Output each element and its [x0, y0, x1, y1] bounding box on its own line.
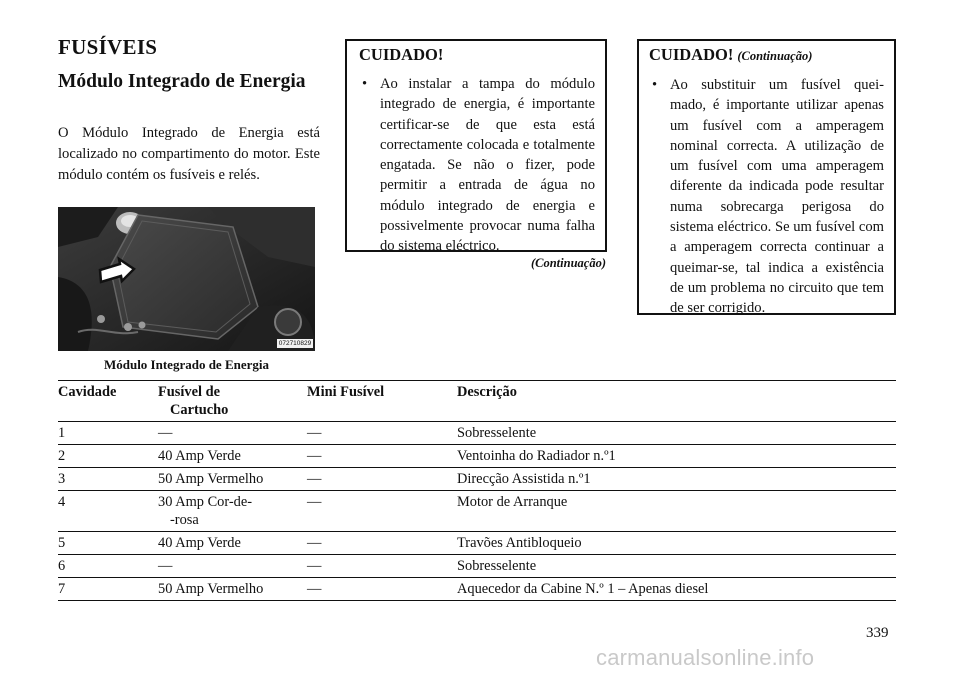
table-row	[58, 578, 896, 601]
cell-cartucho: 40 Amp Verde	[158, 532, 307, 555]
bullet-icon: •	[652, 77, 658, 93]
cell-cartucho-line1: 30 Amp Cor-de-	[158, 494, 253, 510]
caution-text	[649, 75, 884, 319]
bullet-icon: •	[362, 76, 368, 92]
cell-mini: —	[307, 491, 457, 532]
cell-cartucho: 50 Amp Vermelho	[158, 578, 307, 601]
caution-text-rest: integrado de energia, é importante certificar-se de que esta está correctamente colocada e totalmente engatada. Se não o fizer, pode permitir a entrada de água no módulo integrado de energia e possivelmente provocar numa falha do sistema eléctrico.	[380, 96, 595, 255]
caution-box-1	[345, 39, 607, 255]
cell-cartucho: 50 Amp Vermelho	[158, 468, 307, 491]
cell-cavidade: 5	[58, 532, 158, 555]
cell-cartucho: —	[158, 555, 307, 578]
cell-cartucho: —	[158, 422, 307, 445]
header-descricao: Descrição	[457, 381, 896, 422]
continued-label: (Continuação)	[530, 256, 606, 270]
cell-cavidade: 1	[58, 422, 158, 445]
caution-title-text: CUIDADO!	[649, 45, 734, 64]
cell-mini: —	[307, 578, 457, 601]
caution-box-2	[637, 39, 896, 315]
table-row	[58, 555, 896, 578]
cell-descricao: Ventoinha do Radiador n.º1	[457, 445, 896, 468]
watermark-link[interactable]: carmanualsonline.info	[596, 645, 815, 670]
cell-cavidade: 2	[58, 445, 158, 468]
continued-label: (Continuação)	[737, 49, 813, 63]
cell-descricao: Sobresselente	[457, 422, 896, 445]
cell-cartucho-line2: -rosa	[170, 512, 199, 528]
table-row	[58, 491, 896, 532]
cell-descricao: Aquecedor da Cabine N.º 1 – Apenas diesel	[457, 578, 896, 601]
table-row	[58, 445, 896, 468]
page-heading: FUSÍVEIS	[58, 35, 158, 59]
cell-descricao: Sobresselente	[457, 555, 896, 578]
cell-cartucho: 40 Amp Verde	[158, 445, 307, 468]
cell-mini: —	[307, 422, 457, 445]
header-fusivel-line1: Fusível de	[158, 384, 220, 400]
table-row	[58, 422, 896, 445]
caution-title: CUIDADO!	[359, 45, 444, 64]
header-mini-fusivel: Mini Fusível	[307, 381, 457, 422]
header-cavidade: Cavidade	[58, 381, 158, 422]
cell-cavidade: 4	[58, 491, 158, 532]
cell-cartucho	[158, 491, 307, 532]
cell-mini: —	[307, 468, 457, 491]
intro-paragraph: O Módulo Integrado de Energia está localizado no compartimento do motor. Este módulo contém os fusíveis e relés.	[58, 125, 320, 183]
section-heading: Módulo Integrado de Energia	[58, 71, 306, 92]
cell-mini: —	[307, 532, 457, 555]
cell-descricao: Motor de Arranque	[457, 491, 896, 532]
caution-text-first: Ao substituir um fusível quei-	[670, 77, 884, 93]
cell-mini: —	[307, 555, 457, 578]
cell-descricao: Direcção Assistida n.º1	[457, 468, 896, 491]
table-header-row	[58, 381, 896, 422]
header-fusivel-line2: Cartucho	[170, 402, 229, 418]
caution-text-first: Ao instalar a tampa do módulo	[380, 76, 595, 92]
fuse-table	[58, 380, 896, 601]
table-row	[58, 468, 896, 491]
engine-bay-photo	[58, 207, 315, 351]
table-row	[58, 532, 896, 555]
caution-text	[359, 74, 595, 257]
image-code: 072710829	[278, 340, 312, 347]
header-fusivel-cartucho	[158, 381, 307, 422]
caution-text-rest: mado, é importante utilizar apenas um fusível com a amperagem nominal correcta. A utilização de um fusível com uma amperagem diferente da indicada pode resultar numa sobrecarga perigosa do sistema eléctrico. Se um fusível com a amperagem correcta continuar a queimar-se, tal indica a existência de um problema no circuito que tem de ser corrigido.	[670, 97, 884, 317]
cell-cavidade: 3	[58, 468, 158, 491]
caution-title	[649, 44, 884, 67]
cell-descricao: Travões Antibloqueio	[457, 532, 896, 555]
cell-cavidade: 6	[58, 555, 158, 578]
cell-mini: —	[307, 445, 457, 468]
image-caption: Módulo Integrado de Energia	[103, 357, 270, 372]
cell-cavidade: 7	[58, 578, 158, 601]
page-number: 339	[866, 625, 889, 641]
